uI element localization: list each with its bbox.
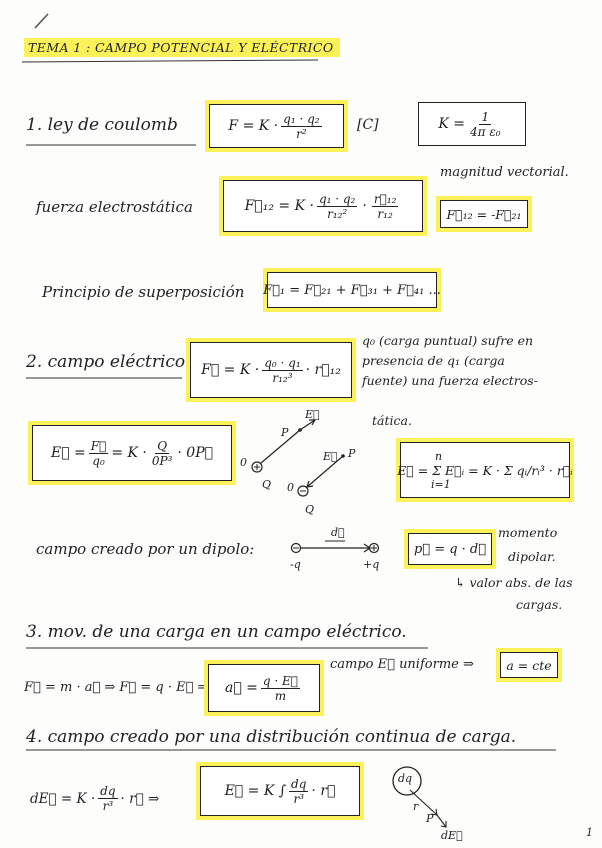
efield-den-2: 0P³ <box>151 453 173 468</box>
superposition-field-eq: E⃗ = Σ E⃗ᵢ = K · Σ qᵢ/rᵢ³ · r⃗ᵢ <box>397 462 573 478</box>
cf-fraction <box>289 777 308 806</box>
cf-num: dq <box>291 776 307 791</box>
efield-den-1: q₀ <box>92 453 105 468</box>
page-title: TEMA 1 : CAMPO POTENCIAL Y ELÉCTRICO <box>24 38 340 57</box>
diag-de: dE⃗ <box>441 829 463 842</box>
s2-note-2: presencia de q₁ (carga <box>362 353 505 368</box>
s2-note-1: q₀ (carga puntual) sufre en <box>362 333 534 348</box>
field-force-box <box>190 342 352 398</box>
sum-limit-top: n <box>435 449 443 463</box>
sum-limit-bottom: i=1 <box>431 477 451 491</box>
electrostatic-force-label: fuerza electrostática <box>36 198 193 216</box>
page-number: 1 <box>586 826 593 839</box>
diag-q1: Q <box>262 478 272 491</box>
dipole-note-3: ↳ valor abs. de las <box>455 575 573 590</box>
acceleration-box <box>208 664 320 712</box>
ef-left: F⃗₁₂ = K · <box>244 198 314 214</box>
diag-e1: E⃗ <box>305 408 320 421</box>
coulomb-law-left: F = K · <box>228 118 279 134</box>
electrostatic-force-box: F⃗₁₂ = K · $\frac{\text{q₁ · q₂}}{\text{r₁₂²}}$ · $\frac{\text{r⃗₁₂}}{\text{r₁₂}}$ <box>223 180 423 232</box>
diag-dq: dq <box>398 772 413 785</box>
constant-acc-box: a = cte <box>500 652 558 678</box>
k-constant-box <box>418 102 526 146</box>
electric-field-box <box>32 425 232 481</box>
ef-num-2: r⃗₁₂ <box>373 191 397 206</box>
dipole-pos-label: +q <box>363 558 380 571</box>
de-fraction <box>98 784 117 813</box>
ff-fraction <box>262 356 302 385</box>
uniform-field-label: campo E⃗ uniforme ⇒ <box>330 657 474 672</box>
s2-note-4: tática. <box>372 413 412 428</box>
diag-e2: E⃗ <box>323 450 338 463</box>
cf-left: E⃗ = K ∫ <box>224 783 287 799</box>
diag-o2: 0 <box>287 481 294 494</box>
vector-magnitude-note: magnitud vectorial. <box>440 165 569 180</box>
efield-fraction-1 <box>89 439 109 468</box>
diag-o1: 0 <box>240 456 247 469</box>
s4-heading: 4. campo creado por una distribución continua de carga. <box>26 727 517 747</box>
ef-fraction-2 <box>372 192 399 221</box>
acc-num: q · E⃗ <box>262 673 299 688</box>
superposition-field-box <box>397 442 573 498</box>
s3-heading: 3. mov. de una carga en un campo eléctrico. <box>26 622 407 642</box>
efield-left: E⃗ = <box>50 445 86 461</box>
k-constant-left: K = <box>438 116 466 132</box>
acc-den: m <box>274 688 287 703</box>
efield-mid: = K · <box>111 445 147 461</box>
s1-heading: 1. ley de coulomb <box>26 115 178 135</box>
diag-p2: P <box>348 447 356 460</box>
charge-unit: [C] <box>357 117 379 133</box>
cf-right: · r⃗ <box>311 783 336 799</box>
de-right: · r⃗ ⇒ <box>120 790 160 807</box>
dipole-note-1: momento <box>498 525 558 540</box>
ef-den-1: r₁₂² <box>327 206 348 221</box>
coulomb-law-denominator: r² <box>296 126 307 141</box>
de-num: dq <box>100 784 116 798</box>
ef-den-2: r₁₂ <box>377 206 393 221</box>
k-constant-fraction <box>468 110 503 139</box>
de-formula <box>30 784 159 813</box>
acc-left: a⃗ = <box>224 680 258 696</box>
dipole-label: campo creado por un dipolo: <box>36 540 255 558</box>
s2-heading: 2. campo eléctrico. <box>26 352 191 372</box>
de-den: r³ <box>102 799 114 813</box>
ef-fraction-1 <box>317 192 357 221</box>
efield-fraction-2 <box>150 439 175 468</box>
dipole-d-label: d⃗ <box>331 526 345 539</box>
ef-num-1: q₁ · q₂ <box>318 191 356 206</box>
efield-right: · 0P⃗ <box>177 445 214 461</box>
ff-num: q₀ · q₁ <box>264 355 301 370</box>
s2-note-3: fuente) una fuerza electros- <box>362 373 538 388</box>
ff-den: r₁₂³ <box>272 370 293 385</box>
acc-fraction <box>261 674 300 703</box>
diag-p1: P <box>281 426 289 439</box>
diag-p: P <box>426 812 434 825</box>
diag-r: r <box>413 800 419 813</box>
corner-mark-icon <box>35 14 48 28</box>
continuous-field-box <box>200 766 360 816</box>
newton-third-box: F⃗₁₂ = -F⃗₂₁ <box>440 200 528 228</box>
de-left: dE⃗ = K · <box>30 790 96 807</box>
dipole-note-2: dipolar. <box>508 549 556 564</box>
dipole-moment-box: p⃗ = q · d⃗ <box>408 533 492 565</box>
diag-q2: Q <box>305 503 315 516</box>
coulomb-law-fraction <box>281 112 321 141</box>
superposition-label: Principio de superposición <box>42 283 245 301</box>
ff-right: · r⃗₁₂ <box>305 362 341 378</box>
motion-chain: F⃗ = m · a⃗ ⇒ F⃗ = q · E⃗ ⇒ <box>24 680 209 695</box>
k-constant-numerator: 1 <box>481 109 490 124</box>
dipole-neg-label: -q <box>290 558 301 571</box>
coulomb-law-box <box>209 104 344 148</box>
k-constant-denominator: 4π ε₀ <box>470 124 501 139</box>
field-vector-arrow-icon <box>300 420 315 430</box>
cf-den: r³ <box>293 791 304 806</box>
ff-left: F⃗ = K · <box>201 362 260 378</box>
dipole-note-4: cargas. <box>516 597 563 612</box>
efield-num-1: F⃗ <box>90 438 107 453</box>
coulomb-law-numerator: q₁ · q₂ <box>283 111 320 126</box>
superposition-box: F⃗₁ = F⃗₂₁ + F⃗₃₁ + F⃗₄₁ ... <box>267 272 437 308</box>
title-underline <box>22 60 318 62</box>
efield-num-2: Q <box>157 438 168 453</box>
